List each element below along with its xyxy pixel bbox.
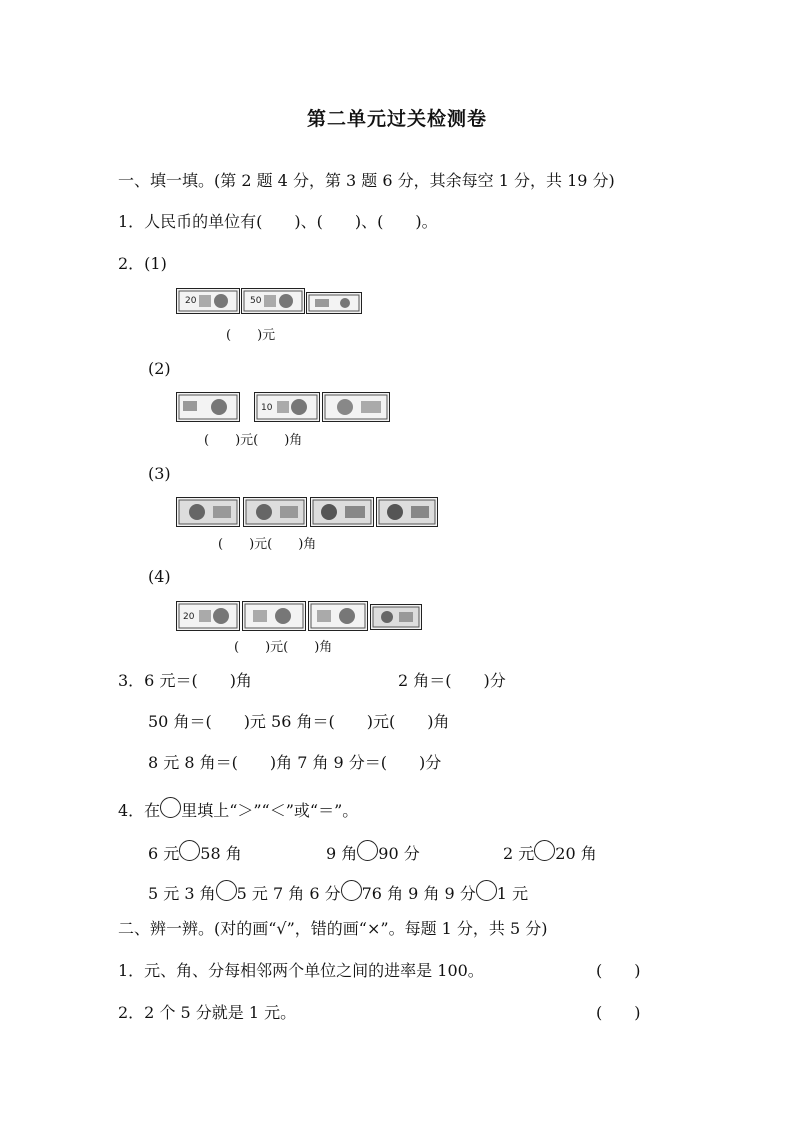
banknote-image [308, 601, 368, 631]
q4-item [148, 840, 242, 865]
banknote-image [176, 392, 240, 422]
question-1: 1．人民币的单位有( )、( )、( )。 [118, 212, 438, 231]
question-2-label: 2．(1) [118, 254, 167, 273]
compare-circle[interactable] [357, 840, 378, 861]
svg-text:10: 10 [261, 403, 273, 413]
compare-circle[interactable] [216, 880, 237, 901]
q4-right: 20 角 [555, 844, 597, 863]
compare-circle [160, 797, 181, 818]
question-3-row1a: 3．6 元＝( )角 [118, 671, 252, 690]
banknote-image [370, 604, 422, 630]
section2-heading: 二、辨一辨。(对的画“√”，错的画“×”。每题 1 分，共 5 分) [118, 919, 548, 938]
question-3-row1b: 2 角＝( )分 [398, 671, 506, 690]
q4-right: 76 角 [361, 884, 404, 903]
banknote-image [176, 288, 240, 314]
q4-left: 9 角 9 分 [408, 884, 476, 903]
judge-item-1-bracket[interactable]: ( ) [596, 961, 641, 980]
page-title: 第二单元过关检测卷 [306, 108, 487, 130]
compare-circle[interactable] [179, 840, 200, 861]
banknote-image [376, 497, 438, 527]
banknote-image [242, 601, 306, 631]
banknote-image [322, 392, 390, 422]
q2-part1-answer: ( )元 [226, 328, 276, 343]
judge-item-2-bracket[interactable]: ( ) [596, 1003, 641, 1022]
q4-right: 90 分 [378, 844, 420, 863]
q2-part4-label: (4) [148, 567, 171, 586]
q2-part4-answer: ( )元( )角 [234, 640, 333, 655]
svg-text:20: 20 [183, 612, 195, 622]
compare-circle[interactable] [534, 840, 555, 861]
q4-item [326, 840, 420, 865]
banknote-image [243, 497, 307, 527]
q2-part3-label: (3) [148, 464, 171, 483]
svg-text:50: 50 [250, 296, 262, 306]
q4-left: 6 元 [148, 844, 180, 863]
judge-item-2-text: 2．2 个 5 分就是 1 元。 [118, 1003, 297, 1022]
q4-item [503, 840, 597, 865]
q4-right: 5 元 7 角 [236, 884, 305, 903]
banknote-image [254, 392, 320, 422]
compare-circle[interactable] [341, 880, 362, 901]
question-4-prompt [118, 797, 358, 822]
question-3-row3: 8 元 8 角＝( )角 7 角 9 分＝( )分 [148, 753, 442, 772]
judge-item-1-text: 1．元、角、分每相邻两个单位之间的进率是 100。 [118, 961, 484, 980]
q2-part3-answer: ( )元( )角 [218, 537, 317, 552]
q4-left: 5 元 3 角 [148, 884, 216, 903]
q4-left: 2 元 [503, 844, 535, 863]
banknote-image [306, 292, 362, 314]
q4-row2 [148, 880, 528, 905]
question-4-prompt-a: 4．在 [118, 801, 161, 820]
svg-text:20: 20 [185, 296, 197, 306]
section1-heading: 一、填一填。(第 2 题 4 分，第 3 题 6 分，其余每空 1 分，共 19 分) [118, 171, 615, 190]
banknote-image [310, 497, 374, 527]
q2-part2-label: (2) [148, 359, 171, 378]
q4-left: 6 分 [309, 884, 341, 903]
q4-right: 58 角 [200, 844, 242, 863]
question-3-row2: 50 角＝( )元 56 角＝( )元( )角 [148, 712, 450, 731]
compare-circle[interactable] [476, 880, 497, 901]
banknote-image [241, 288, 305, 314]
q4-right: 1 元 [496, 884, 529, 903]
q2-part2-answer: ( )元( )角 [204, 433, 303, 448]
banknote-image [176, 497, 240, 527]
banknote-image [176, 601, 240, 631]
q4-left: 9 角 [326, 844, 358, 863]
question-4-prompt-b: 里填上“＞”“＜”或“＝”。 [181, 801, 359, 820]
